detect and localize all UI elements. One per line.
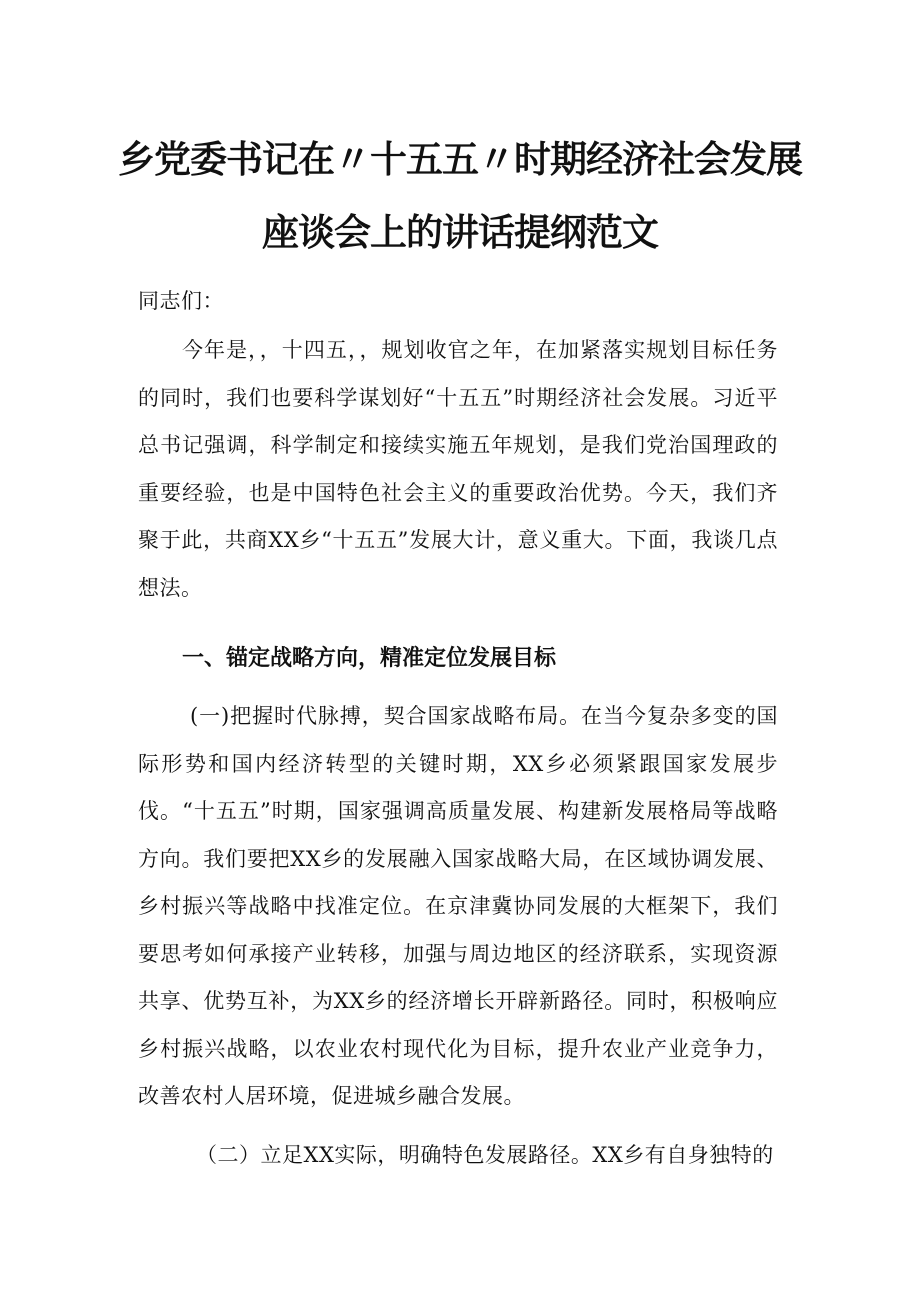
salutation: 同志们： [138,289,224,313]
document-title-line-1: 乡党委书记在〃十五五〃时期经济社会发展 [118,138,802,181]
paragraph-subsection-2: （二）立足XX实际，明确特色发展路径。XX乡有自身独特的 [196,1143,774,1167]
paragraph-subsection-1: (一)把握时代脉搏，契合国家战略布局。在当今复杂多变的国际形势和国内经济转型的关键时期，XX乡必须紧跟国家发展步伐。“十五五”时期，国家强调高质量发展、构建新发展格局等战略方向。我们要把XX乡的发展融入国家战略大局，在区域协调发展、乡村振兴等战略中找准定位。在京津冀协同发展的大框架下，我们要思考如何承接产业转移，加强与周边地区的经济联系，实现资源共享、优势互补，为XX乡的经济增长开辟新路径。同时，积极响应乡村振兴战略，以农业农村现代化为目标，提升农业产业竞争力，改善农村人居环境，促进城乡融合发展。 [138,704,778,1108]
document-title-line-2: 座谈会上的讲话提纲范文 [262,211,658,254]
paragraph-intro: 今年是，，十四五，，规划收官之年，在加紧落实规划目标任务的同时，我们也要科学谋划好“十五五”时期经济社会发展。习近平总书记强调，科学制定和接续实施五年规划，是我们党治国理政的重要经验，也是中国特色社会主义的重要政治优势。今天，我们齐聚于此，共商XX乡“十五五”发展大计，意义重大。下面，我谈几点想法。 [138,338,778,600]
section-heading-1: 一、锚定战略方向，精准定位发展目标 [182,646,557,671]
